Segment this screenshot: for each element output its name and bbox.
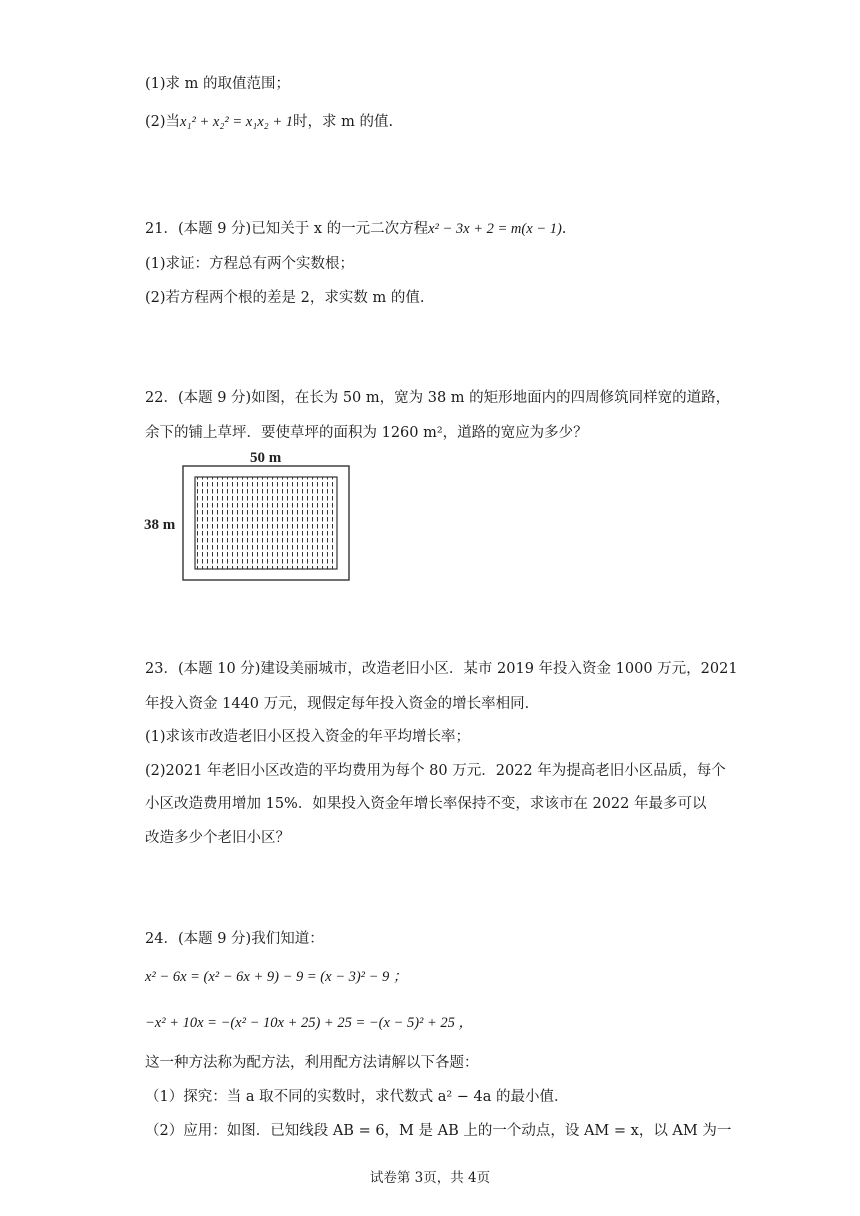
q24-eq2: −x² + 10x = −(x² − 10x + 25) + 25 = −(x − 5)² + 25 ，: [145, 1015, 474, 1031]
q23-line4: (2)2021 年老旧小区改造的平均费用为每个 80 万元．2022 年为提高老旧小区品质，每个: [145, 763, 726, 779]
width-label: 50 m: [250, 450, 282, 466]
q24-intro: 24．(本题 9 分)我们知道：: [145, 931, 324, 947]
height-label: 38 m: [144, 517, 176, 533]
lawn-figure: [140, 446, 370, 586]
lawn-rectangle: [195, 477, 337, 569]
q21-stem-suffix: .: [561, 221, 567, 237]
q22-line2: 余下的铺上草坪．要使草坪的面积为 1260 m²，道路的宽应为多少？: [145, 425, 588, 441]
q23-line5: 小区改造费用增加 15%．如果投入资金年增长率保持不变，求该市在 2022 年最多可以: [145, 796, 707, 812]
q20-part2-prefix: (2)当: [145, 114, 181, 130]
q23-line3: (1)求该市改造老旧小区投入资金的年平均增长率；: [145, 729, 471, 745]
q24-method: 这一种方法称为配方法，利用配方法请解以下各题：: [145, 1055, 479, 1071]
q23-line1: 23．(本题 10 分)建设美丽城市，改造老旧小区．某市 2019 年投入资金 1000 万元，2021: [145, 661, 738, 677]
q20-part1: (1)求 m 的取值范围；: [145, 76, 291, 92]
lawn-figure-svg: [140, 446, 370, 586]
q24-part2: （2）应用：如图．已知线段 AB = 6，M 是 AB 上的一个动点，设 AM = x，以 AM 为一: [145, 1123, 732, 1139]
q21-stem-prefix: 21．(本题 9 分)已知关于 x 的一元二次方程: [145, 221, 429, 237]
q20-part2-suffix: 时，求 m 的值.: [293, 114, 394, 130]
q23-line6: 改造多少个老旧小区？: [145, 830, 290, 846]
q22-line1: 22．(本题 9 分)如图，在长为 50 m，宽为 38 m 的矩形地面内的四周修筑同样宽的道路，: [145, 390, 731, 406]
q21-part2: (2)若方程两个根的差是 2，求实数 m 的值.: [145, 290, 425, 306]
q21-stem-equation: x² − 3x + 2 = m(x − 1): [428, 221, 562, 237]
q20-part2-equation: x₁² + x₂² = x₁x₂ + 1: [180, 114, 294, 130]
q24-eq1: x² − 6x = (x² − 6x + 9) − 9 = (x − 3)² − 9 ；: [145, 969, 408, 985]
page-footer: 试卷第 3页，共 4页: [369, 1170, 491, 1186]
q21-stem: [145, 219, 566, 239]
q20-part2: [145, 112, 393, 132]
q21-part1: (1)求证：方程总有两个实数根；: [145, 256, 355, 272]
q23-line2: 年投入资金 1440 万元，现假定每年投入资金的增长率相同．: [145, 696, 540, 712]
q24-part1: （1）探究：当 a 取不同的实数时，求代数式 a² − 4a 的最小值．: [145, 1089, 569, 1105]
